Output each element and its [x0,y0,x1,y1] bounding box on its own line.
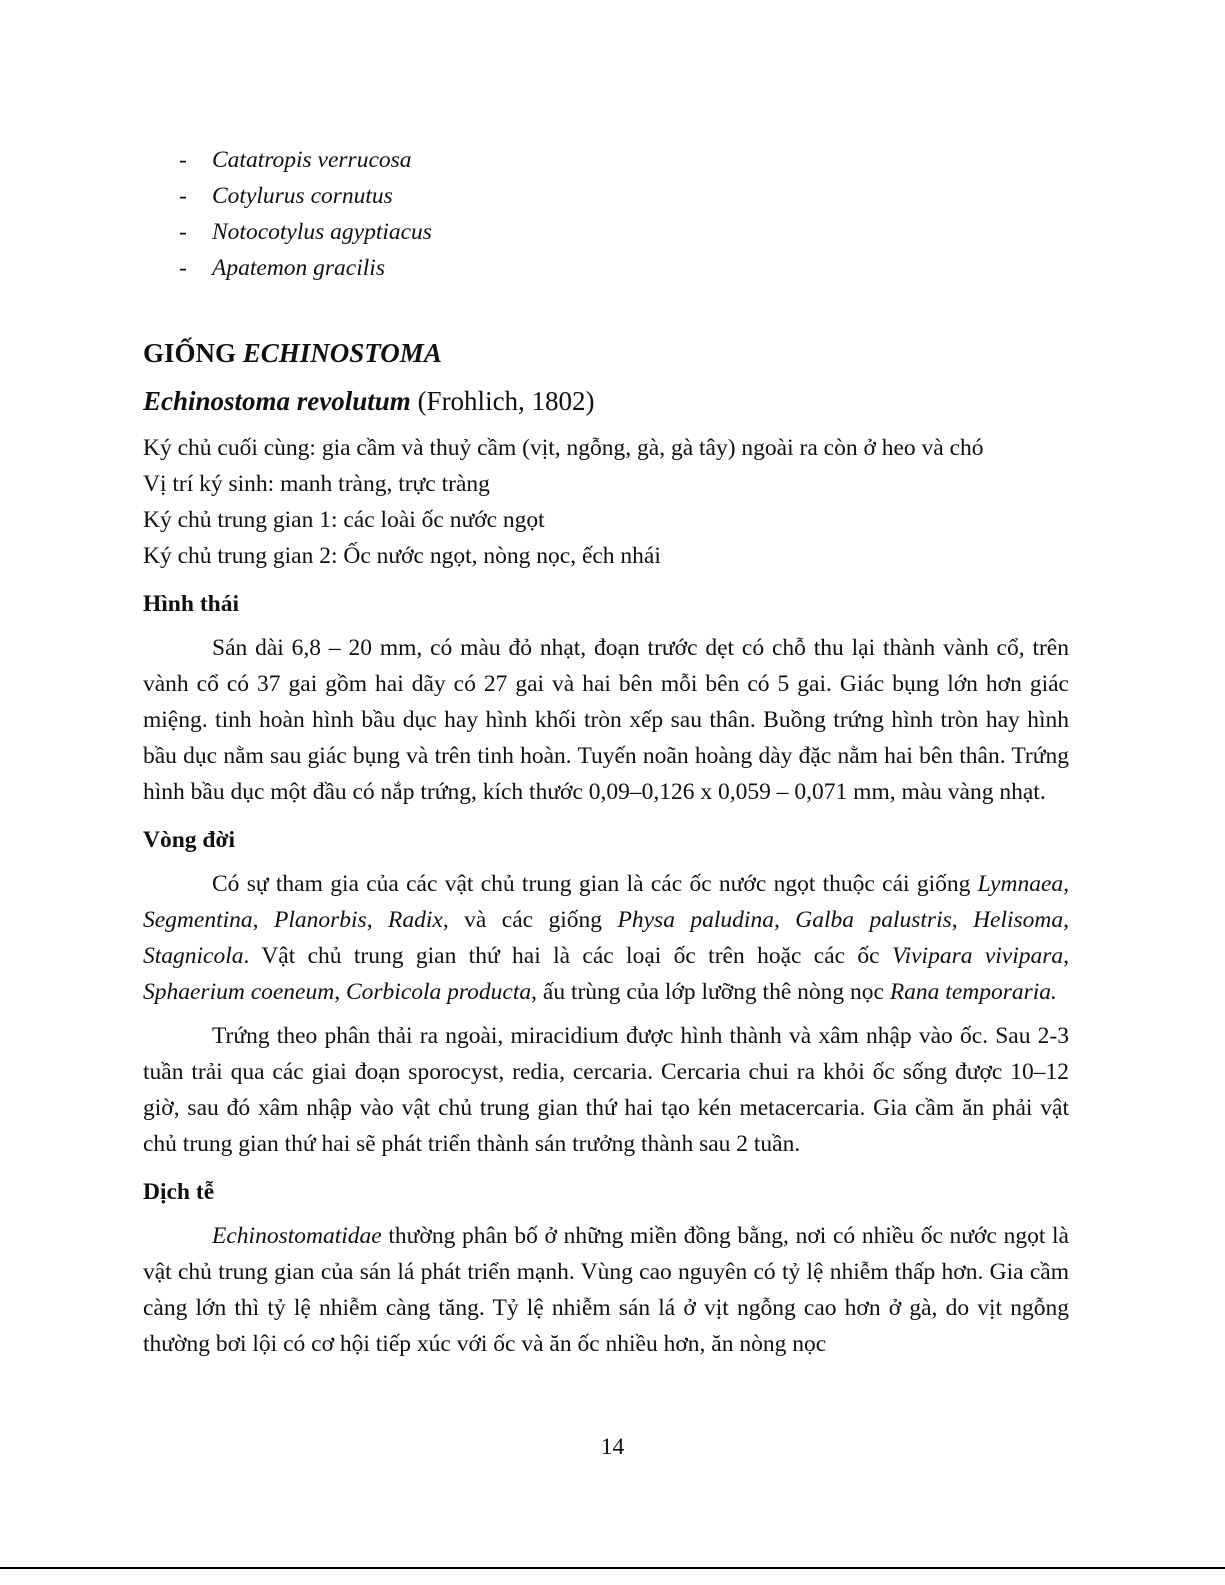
list-dash: - [179,255,187,281]
species-heading-name: Echinostoma revolutum [143,386,411,416]
text-run: Có sự tham gia của các vật chủ trung gian là các ốc nước ngọt thuộc cái giống [212,871,978,897]
morphology-paragraph: Sán dài 6,8 – 20 mm, có màu đỏ nhạt, đoạn trước dẹt có chỗ thu lại thành vành cổ, trên vành cổ có 37 gai gồm hai dãy có 27 gai và hai bên mỗi bên có 5 gai. Giác bụng lớn hơn giác miệng. tinh hoàn hình bầu dục hay hình khối tròn xếp sau thân. Buồng trứng hình tròn hay hình bầu dục nằm sau giác bụng và trên tinh hoàn. Tuyến noãn hoàng dày đặc nằm hai bên thân. Trứng hình bầu dục một đầu có nắp trứng, kích thước 0,09–0,126 x 0,059 – 0,071 mm, màu vàng nhạt. [143,635,1069,805]
text-run: , [1063,943,1070,969]
text-run: , [1063,907,1070,933]
text-run: , [252,907,274,933]
lifecycle-paragraph-1 [143,866,1069,1010]
taxon-name: Lymnaea, Segmentina [143,871,1069,933]
text-run: , ấu trùng của lớp lưỡng thê nòng nọc [531,979,890,1005]
section-title-epidemiology: Dịch tễ [143,1179,215,1205]
taxon-name: Stagnicola [143,943,244,969]
species-name: Cotylurus cornutus [212,183,393,209]
list-item [143,142,1069,178]
list-dash: - [179,183,187,209]
section-title-lifecycle: Vòng đời [143,827,236,853]
text-run: , [366,907,389,933]
genus-heading-prefix: GIỐNG [143,338,243,368]
genus-heading-name: ECHINOSTOMA [242,338,442,368]
genus-heading [143,334,1069,372]
taxon-name: Echinostomatidae [212,1223,382,1249]
species-name: Notocotylus agyptiacus [212,219,432,245]
species-list [143,142,1069,286]
lifecycle-paragraph-2: Trứng theo phân thải ra ngoài, miracidium được hình thành và xâm nhập vào ốc. Sau 2-3 tuần trải qua các giai đoạn sporocyst, redia, cercaria. Cercaria chui ra khỏi ốc sống được 10–12 giờ, sau đó xâm nhập vào vật chủ trung gian thứ hai tạo kén metacercaria. Gia cầm ăn phải vật chủ trung gian thứ hai sẽ phát triển thành sán trưởng thành sau 2 tuần. [143,1023,1069,1157]
taxon-name: Rana temporaria. [889,979,1057,1005]
list-item [143,178,1069,214]
taxon-name: Planorbis [273,907,367,933]
taxon-name: Radix [388,907,443,933]
species-name: Catatropis verrucosa [212,147,412,173]
bottom-rule [0,1567,1225,1569]
taxon-name: Helisoma [973,907,1064,933]
taxon-name: Physa paludina, Galba palustris [617,907,952,933]
host-line-site: Vị trí ký sinh: manh tràng, trực tràng [143,471,490,497]
species-heading [143,382,1069,420]
host-info [143,430,1069,574]
host-line-final: Ký chủ cuối cùng: gia cầm và thuỷ cầm (vịt, ngỗng, gà, gà tây) ngoài ra còn ở heo và chó [143,435,984,461]
text-run: thường phân bố ở những miền đồng bằng, nơi có nhiều ốc nước ngọt là vật chủ trung gian của sán lá phát triển mạnh. Vùng cao nguyên có tỷ lệ nhiễm thấp hơn. Gia cầm càng lớn thì tỷ lệ nhiễm càng tăng. Tỷ lệ nhiễm sán lá ở vịt ngỗng cao hơn ở gà, do vịt ngỗng thường bơi lội có cơ hội tiếp xúc với ốc và ăn ốc nhiều hơn, ăn nòng nọc [143,1223,1069,1357]
list-dash: - [179,147,187,173]
epidemiology-paragraph [143,1218,1069,1362]
text-run: , [951,907,974,933]
host-line-intermediate-1: Ký chủ trung gian 1: các loài ốc nước ngọt [143,507,545,533]
text-run: , [334,979,346,1005]
list-item [143,214,1069,250]
section-title-morphology: Hình thái [143,591,239,617]
species-name: Apatemon gracilis [212,255,385,281]
text-run: , và các giống [442,907,618,933]
taxon-name: Vivipara vivipara [891,943,1064,969]
list-item [143,250,1069,286]
taxon-name: Sphaerium coeneum [143,979,335,1005]
taxon-name: Corbicola producta [345,979,532,1005]
page-number: 14 [600,1434,625,1460]
text-run: . Vật chủ trung gian thứ hai là các loại ốc trên hoặc các ốc [243,943,892,969]
species-heading-authority: (Frohlich, 1802) [410,386,595,416]
list-dash: - [179,219,187,245]
page-content [143,142,1069,1362]
host-line-intermediate-2: Ký chủ trung gian 2: Ốc nước ngọt, nòng nọc, ếch nhái [143,543,661,569]
